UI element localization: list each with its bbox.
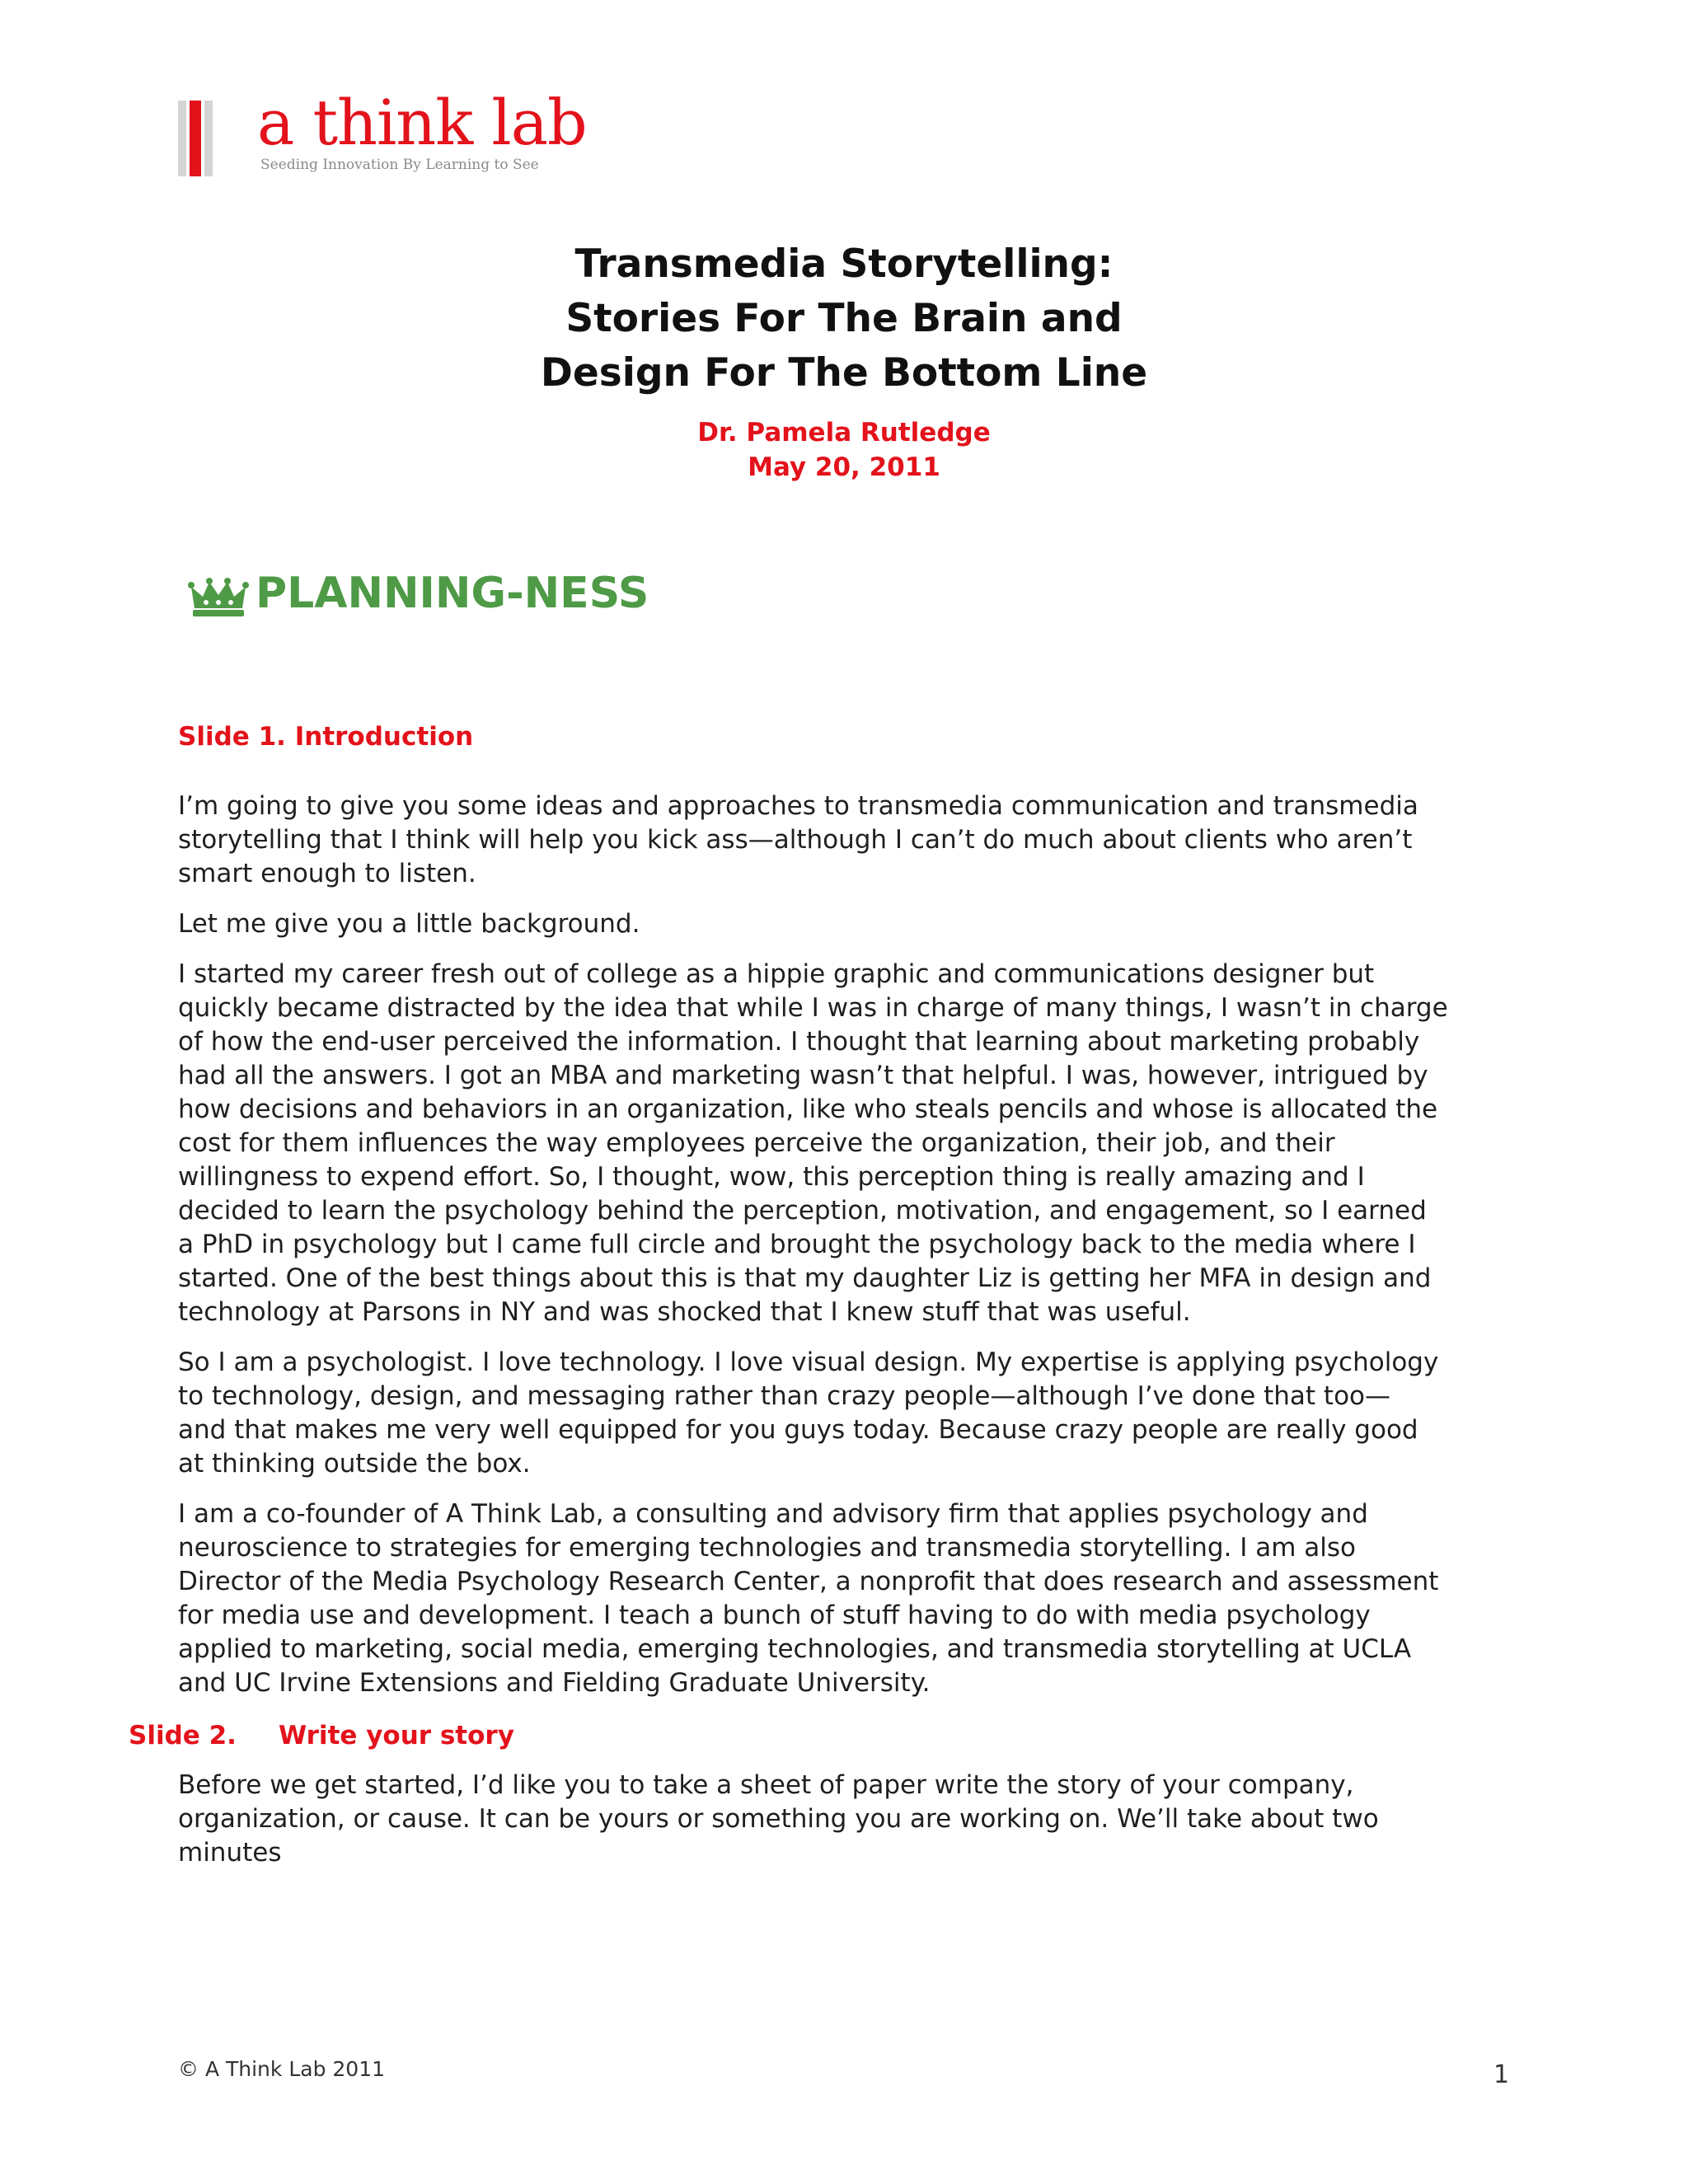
text-line: Before we get started, I’d like you to take a sheet of paper write the story of your company, <box>178 1770 1354 1800</box>
slide-2-heading <box>129 1721 514 1750</box>
copyright-footer: © A Think Lab 2011 <box>178 2057 386 2081</box>
text-line: cost for them influences the way employees perceive the organization, their job, and their <box>178 1128 1335 1158</box>
text-line: of how the end-user perceived the information. I thought that learning about marketing probably <box>178 1027 1420 1057</box>
slide-1-heading: Slide 1. Introduction <box>178 722 474 752</box>
text-line: smart enough to listen. <box>178 859 476 888</box>
logo-bar-gray-left <box>178 101 186 176</box>
text-line: I’m going to give you some ideas and approaches to transmedia communication and transmedia <box>178 791 1418 821</box>
slide-1-paragraph-2 <box>178 907 1513 941</box>
text-line: decided to learn the psychology behind the perception, motivation, and engagement, so I earned <box>178 1196 1427 1226</box>
text-line: So I am a psychologist. I love technology. I love visual design. My expertise is applying psychology <box>178 1347 1439 1377</box>
planning-ness-logo <box>188 569 682 626</box>
publish-date: May 20, 2011 <box>748 452 940 482</box>
text-line: neuroscience to strategies for emerging technologies and transmedia storytelling. I am also <box>178 1533 1356 1563</box>
slide-1-paragraph-1 <box>178 790 1513 891</box>
slide-1-paragraph-3 <box>178 958 1513 1329</box>
planning-ness-wordmark: PLANNING-NESS <box>256 569 649 618</box>
slide-1-paragraph-4 <box>178 1346 1513 1481</box>
text-line: technology at Parsons in NY and was shocked that I knew stuff that was useful. <box>178 1297 1191 1327</box>
text-line: willingness to expend effort. So, I thought, wow, this perception thing is really amazing and I <box>178 1162 1365 1192</box>
crown-icon <box>188 577 249 620</box>
text-line: and UC Irvine Extensions and Fielding Graduate University. <box>178 1668 931 1698</box>
slide-2-title: Write your story <box>279 1721 514 1750</box>
author-name: Dr. Pamela Rutledge <box>697 418 991 448</box>
text-line: and that makes me very well equipped for you guys today. Because crazy people are really good <box>178 1415 1418 1445</box>
text-line: to technology, design, and messaging rather than crazy people—although I’ve done that too— <box>178 1381 1391 1411</box>
text-line: had all the answers. I got an MBA and marketing wasn’t that helpful. I was, however, intrigued by <box>178 1061 1428 1090</box>
slide-2-number: Slide 2. <box>129 1721 237 1750</box>
text-line: at thinking outside the box. <box>178 1449 531 1479</box>
text-line: Director of the Media Psychology Research Center, a nonprofit that does research and assessment <box>178 1567 1439 1596</box>
page-number: 1 <box>1493 2060 1510 2089</box>
text-line: Let me give you a little background. <box>178 909 640 939</box>
document-title <box>0 237 1688 401</box>
text-line: organization, or cause. It can be yours or something you are working on. We’ll take about two <box>178 1804 1379 1834</box>
logo-bar-gray-right <box>204 101 213 176</box>
text-line: started. One of the best things about this is that my daughter Liz is getting her MFA in design and <box>178 1263 1432 1293</box>
logo-brand-text: a think lab <box>257 86 587 159</box>
slide-2-paragraph-1 <box>178 1769 1513 1870</box>
title-line-2: Stories For The Brain and <box>565 296 1123 341</box>
slide-1-paragraph-5 <box>178 1497 1513 1700</box>
text-line: quickly became distracted by the idea that while I was in charge of many things, I wasn’t in charge <box>178 993 1448 1023</box>
text-line: applied to marketing, social media, emerging technologies, and transmedia storytelling at UCLA <box>178 1634 1412 1664</box>
text-line: how decisions and behaviors in an organization, like who steals pencils and whose is allocated the <box>178 1094 1438 1124</box>
text-line: I am a co-founder of A Think Lab, a consulting and advisory firm that applies psychology and <box>178 1499 1368 1529</box>
logo-bar-red <box>190 101 201 176</box>
text-line: storytelling that I think will help you kick ass—although I can’t do much about clients who aren’t <box>178 825 1413 855</box>
logo-tagline: Seeding Innovation By Learning to See <box>260 157 539 173</box>
text-line: a PhD in psychology but I came full circle and brought the psychology back to the media where I <box>178 1230 1416 1259</box>
title-line-1: Transmedia Storytelling: <box>574 241 1114 287</box>
text-line: for media use and development. I teach a bunch of stuff having to do with media psychology <box>178 1601 1371 1630</box>
a-think-lab-logo <box>178 86 623 180</box>
text-line: I started my career fresh out of college as a hippie graphic and communications designer but <box>178 959 1375 989</box>
title-line-3: Design For The Bottom Line <box>540 350 1148 396</box>
text-line: minutes <box>178 1838 282 1868</box>
author-block <box>0 415 1688 485</box>
